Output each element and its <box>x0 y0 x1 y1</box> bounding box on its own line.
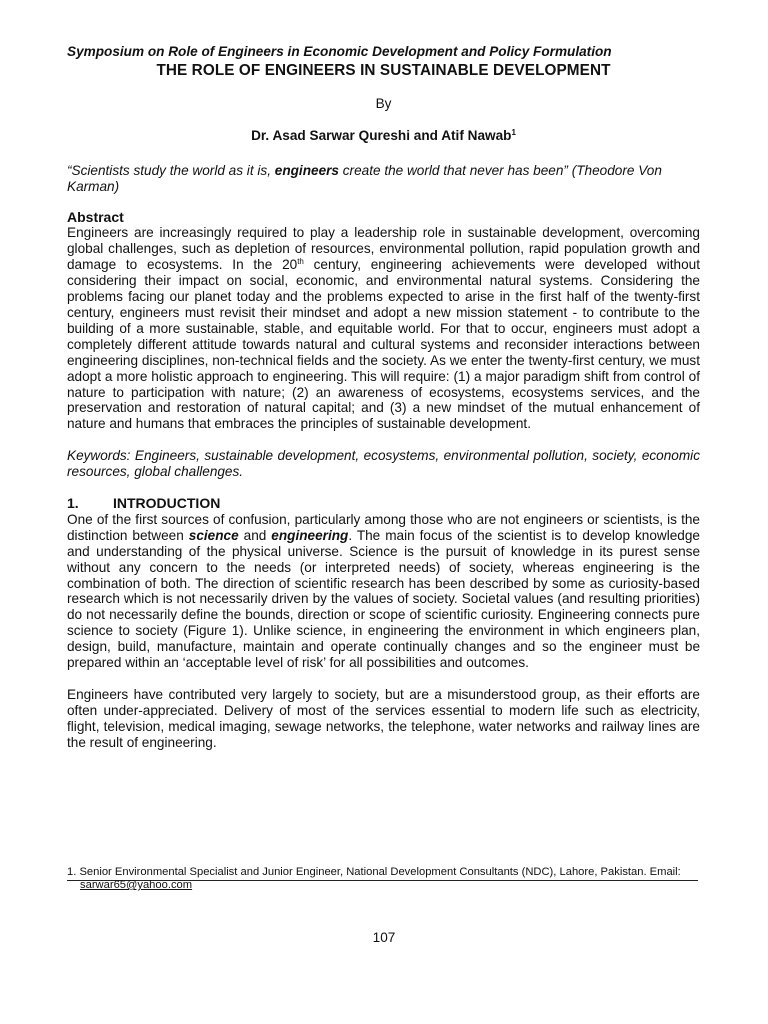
abstract-text-part-1: Engineers are increasingly required to play a leadership role in sustainable development, overcoming global challenges, such as depletion of resources, environmental pollution, rapid population growth and damage to ecosystems. In the 20 <box>67 225 700 273</box>
author-names: Dr. Asad Sarwar Qureshi and Atif Nawab <box>251 127 512 143</box>
page-number: 107 <box>372 930 396 945</box>
author-footnote-mark: 1 <box>511 127 516 137</box>
paper-title: THE ROLE OF ENGINEERS IN SUSTAINABLE DEVELOPMENT <box>156 61 611 79</box>
section-heading-introduction <box>67 496 700 512</box>
epigraph-quote <box>67 163 700 195</box>
quote-emphasis: engineers <box>274 162 339 178</box>
quote-part-2: create the world that never has been” (Theodore Von Karman) <box>67 162 662 194</box>
footnote-text: 1. Senior Environmental Specialist and Junior Engineer, National Development Consultants (NDC), Lahore, Pakistan. Email: <box>67 866 681 878</box>
keywords: Keywords: Engineers, sustainable development, ecosystems, environmental pollution, society, economic resources, global challenges. <box>67 448 700 480</box>
quote-part-1: “Scientists study the world as it is, <box>67 162 275 178</box>
term-engineering: engineering <box>271 527 349 543</box>
running-head: Symposium on Role of Engineers in Economic Development and Policy Formulation <box>67 44 612 59</box>
abstract-superscript: th <box>297 257 304 267</box>
intro-p1-part-b: and <box>238 527 272 543</box>
by-line: By <box>375 95 392 111</box>
abstract-heading: Abstract <box>67 208 124 225</box>
footnote-email-link[interactable]: sarwar65@yahoo.com <box>80 879 193 891</box>
intro-p1-part-a: One of the first sources of confusion, particularly among those who are not engineers or scientists, is the distinction between <box>67 511 700 543</box>
introduction-paragraph-2: Engineers have contributed very largely to society, but are a misunderstood group, as their efforts are often under-appreciated. Delivery of most of the services essential to modern life such as electricity, flight, television, medical imaging, sewage networks, the telephone, water networks and railway lines are the result of engineering. <box>67 687 700 750</box>
abstract-text-part-2: century, engineering achievements were developed without considering their impact on social, economic, and environmental natural systems. Considering the problems facing our planet today and the problems expected to arise in the first half of the twenty-first century, engineers must revisit their mindset and adopt a new mission statement - to contribute to the building of a more sustainable, stable, and equitable world. For that to occur, engineers must adopt a completely different attitude towards natural and cultural systems and reconsider interactions between engineering disciplines, non-technical fields and the society. As we enter the twenty-first century, we must adopt a more holistic approach to engineering. This will require: (1) a major paradigm shift from control of nature to participation with nature; (2) an awareness of ecosystems, ecosystems services, and the preservation and restoration of natural capital; and (3) a new mindset of the mutual enhancement of nature and humans that embraces the principles of sustainable development. <box>67 257 700 432</box>
term-science: science <box>188 527 239 543</box>
abstract-text <box>67 225 700 432</box>
page-content <box>67 44 700 751</box>
authors <box>67 128 700 144</box>
section-number: 1. <box>67 495 79 512</box>
intro-p1-part-c: . The main focus of the scientist is to develop knowledge and understanding of the physical universe. Science is the pursuit of knowledge in its purest sense without any concern to the needs (or interpreted needs) of society, whereas engineering is the combination of both. The direction of scientific research has been described by some as curiosity-based research which is not necessarily driven by the values of society. Societal values (and resulting priorities) do not necessarily define the bounds, direction or scope of scientific curiosity. Engineering connects pure science to society (Figure 1). Unlike science, in engineering the environment in which engineers plan, design, build, manufacture, maintain and operate continually changes and so the engineer must be prepared within an ‘acceptable level of risk’ for all possibilities and outcomes. <box>67 527 700 671</box>
footnote-email-line <box>67 879 700 892</box>
introduction-paragraph-1 <box>67 512 700 671</box>
section-title: INTRODUCTION <box>113 495 221 512</box>
footnote <box>67 866 700 892</box>
